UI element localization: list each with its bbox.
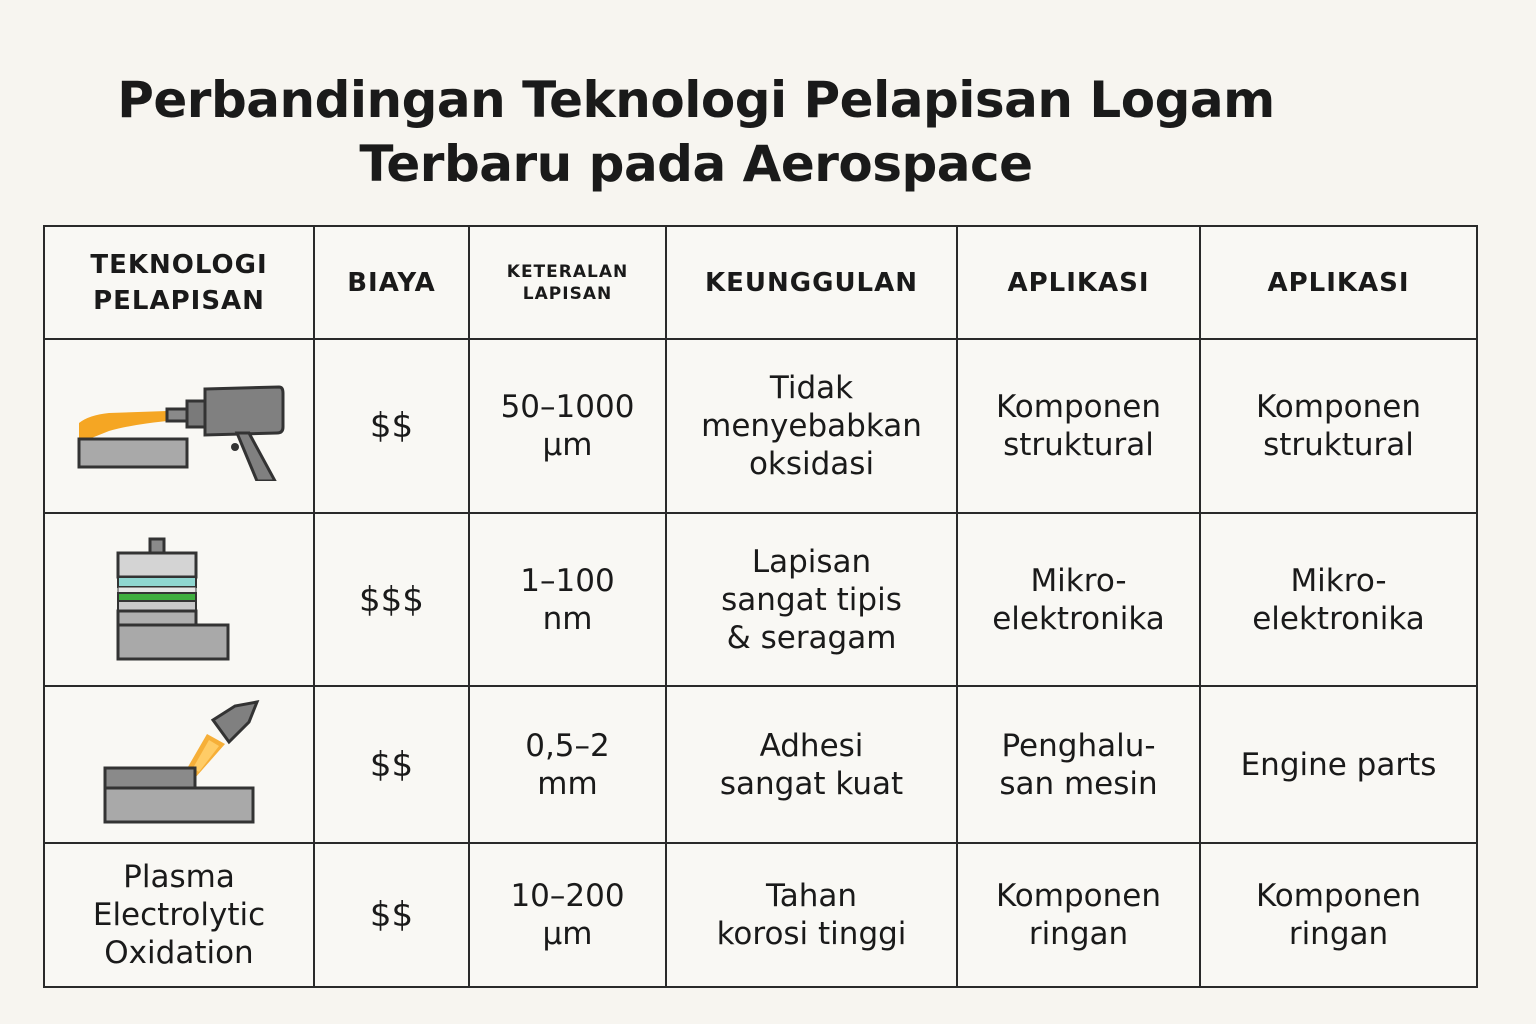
header-advantage	[666, 226, 957, 339]
header-thickness-line-1: KETERALAN	[506, 261, 629, 282]
advantage-cell	[666, 843, 957, 987]
advantage-line: korosi tinggi	[716, 916, 907, 952]
header-application-2-label: APLIKASI	[1267, 267, 1410, 298]
advantage-line: sangat kuat	[719, 765, 904, 802]
header-technology-line-1: TEKNOLOGI	[90, 249, 268, 280]
technology-cell	[44, 843, 314, 987]
technology-label-line: Electrolytic	[92, 897, 266, 933]
header-advantage-label: KEUNGGULAN	[704, 267, 919, 298]
thickness-cell	[469, 843, 666, 987]
application-2-cell	[1200, 339, 1477, 513]
header-row	[44, 226, 1477, 339]
comparison-table	[43, 225, 1478, 988]
table-row	[44, 843, 1477, 987]
technology-cell	[44, 513, 314, 686]
application-2-cell	[1200, 513, 1477, 686]
technology-cell	[44, 686, 314, 843]
advantage-line: Tahan	[765, 878, 858, 914]
thickness-value: 0,5–2	[525, 727, 610, 764]
application-line: ringan	[1028, 916, 1129, 952]
advantage-line: Adhesi	[759, 727, 864, 764]
application-line: Komponen	[996, 878, 1161, 914]
advantage-cell	[666, 513, 957, 686]
application-line: Engine parts	[1240, 746, 1437, 783]
application-line: elektronika	[1252, 600, 1425, 637]
header-technology	[44, 226, 314, 339]
application-2-cell	[1200, 843, 1477, 987]
thickness-unit: µm	[542, 427, 593, 463]
thermal-spray-gun-icon	[69, 371, 289, 481]
thickness-cell	[469, 686, 666, 843]
application-1-cell	[957, 513, 1200, 686]
thickness-cell	[469, 513, 666, 686]
technology-cell	[44, 339, 314, 513]
header-cost	[314, 226, 469, 339]
application-line: Komponen	[996, 389, 1161, 425]
application-line: ringan	[1288, 916, 1389, 952]
advantage-line: & seragam	[726, 619, 897, 656]
advantage-line: oksidasi	[748, 446, 875, 482]
application-line: struktural	[1263, 427, 1414, 463]
cost-cell: $$$	[314, 513, 469, 686]
advantage-cell	[666, 339, 957, 513]
application-line: struktural	[1003, 427, 1154, 463]
thickness-cell	[469, 339, 666, 513]
cost-cell: $$	[314, 339, 469, 513]
advantage-line: menyebabkan	[701, 408, 922, 444]
thickness-unit: nm	[542, 600, 593, 637]
thickness-unit: mm	[537, 765, 598, 802]
technology-label-line: Plasma	[123, 859, 235, 895]
advantage-line: Lapisan	[751, 543, 872, 580]
application-1-cell	[957, 843, 1200, 987]
header-technology-line-2: PELAPISAN	[93, 285, 265, 316]
header-application-1-label: APLIKASI	[1007, 267, 1150, 298]
table-row	[44, 686, 1477, 843]
application-line: san mesin	[999, 765, 1158, 802]
advantage-line: sangat tipis	[721, 581, 902, 618]
layered-deposition-icon	[114, 535, 244, 665]
header-application-1	[957, 226, 1200, 339]
page-title	[0, 68, 1392, 196]
technology-label-line: Oxidation	[104, 935, 254, 971]
application-1-cell	[957, 339, 1200, 513]
advantage-line: Tidak	[769, 370, 854, 406]
application-2-cell	[1200, 686, 1477, 843]
thickness-unit: µm	[542, 916, 593, 952]
application-line: Mikro-	[1030, 562, 1127, 599]
thickness-value: 10–200	[510, 878, 625, 914]
advantage-cell	[666, 686, 957, 843]
application-line: Komponen	[1256, 389, 1421, 425]
header-thickness-line-2: LAPISAN	[522, 283, 613, 304]
application-1-cell	[957, 686, 1200, 843]
header-thickness	[469, 226, 666, 339]
header-application-2	[1200, 226, 1477, 339]
page-title-line-2: Terbaru pada Aerospace	[359, 135, 1033, 193]
page-title-line-1: Perbandingan Teknologi Pelapisan Logam	[117, 71, 1275, 129]
laser-cladding-icon	[89, 700, 269, 830]
header-cost-label: BIAYA	[347, 267, 436, 298]
table-row	[44, 339, 1477, 513]
thickness-value: 1–100	[520, 562, 615, 599]
cost-cell: $$	[314, 686, 469, 843]
application-line: Mikro-	[1290, 562, 1387, 599]
application-line: Penghalu-	[1001, 727, 1156, 764]
application-line: Komponen	[1256, 878, 1421, 914]
table-row	[44, 513, 1477, 686]
application-line: elektronika	[992, 600, 1165, 637]
cost-cell: $$	[314, 843, 469, 987]
thickness-value: 50–1000	[500, 389, 635, 425]
